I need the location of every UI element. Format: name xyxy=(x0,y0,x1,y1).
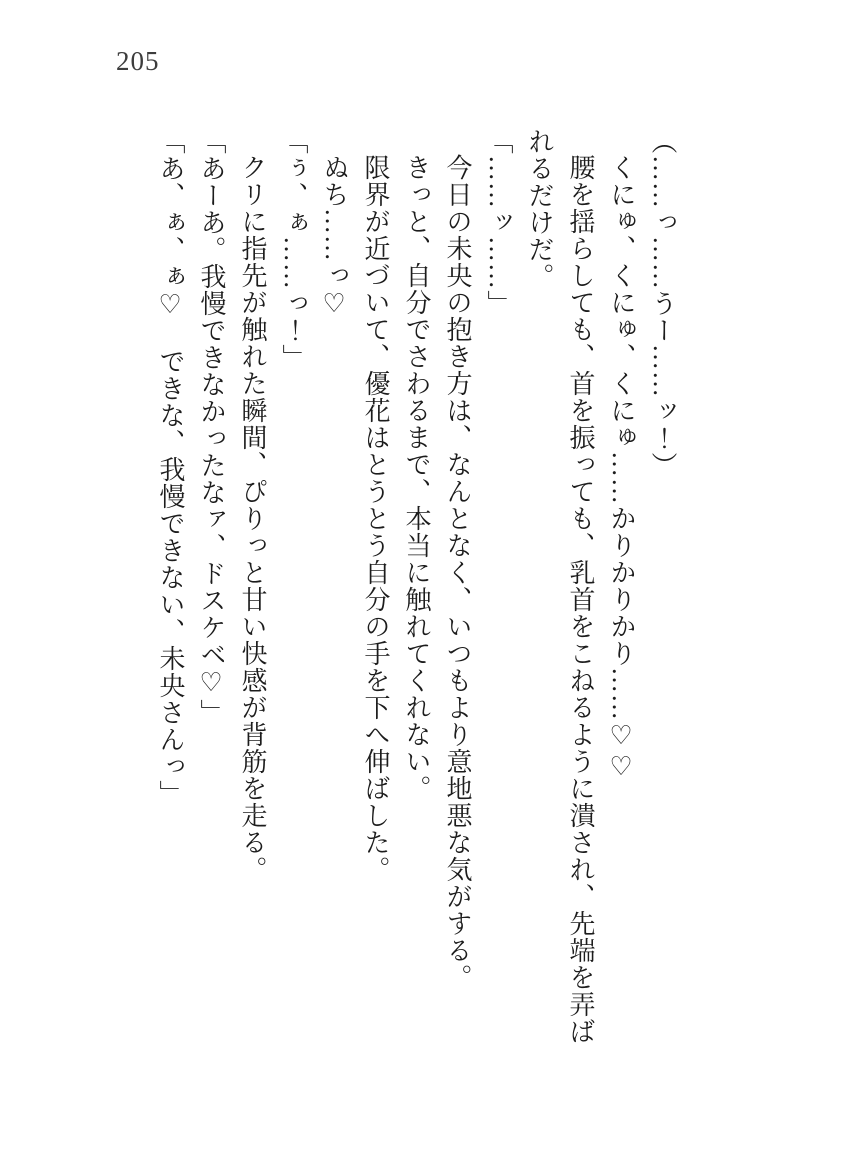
paragraph-dialogue: 「……ッ……」 xyxy=(484,128,513,317)
text-block xyxy=(150,128,683,1050)
paragraph-narration: 腰を揺らしても、首を振っても、乳首をこねるように潰され、先端を弄ばれるだけだ。 xyxy=(525,128,595,1045)
paragraph-dialogue: 「あーあ。我慢できなかったなァ、ドスケベ♡」 xyxy=(197,128,226,726)
paragraph-sfx: ぬち……っ♡ xyxy=(320,154,349,320)
paragraph-monologue: （……っ……うー……ッ！） xyxy=(648,128,677,479)
paragraph-narration: 限界が近づいて、優花はとうとう自分の手を下へ伸ばした。 xyxy=(361,154,390,883)
paragraph-dialogue: 「あ、ぁ、ぁ♡ できな、我慢できない、未央さんっ」 xyxy=(156,128,185,807)
paragraph-sfx: くにゅ、くにゅ、くにゅ……かりかりかり……♡♡ xyxy=(607,154,636,783)
paragraph-narration: 今日の未央の抱き方は、なんとなく、いつもより意地悪な気がする。 xyxy=(443,154,472,991)
page-number: 205 xyxy=(116,46,160,76)
paragraph-narration: きっと、自分でさわるまで、本当に触れてくれない。 xyxy=(402,154,431,802)
paragraph-dialogue: 「ぅ、ぁ……っ！」 xyxy=(279,128,308,371)
paragraph-narration: クリに指先が触れた瞬間、ぴりっと甘い快感が背筋を走る。 xyxy=(238,154,267,883)
